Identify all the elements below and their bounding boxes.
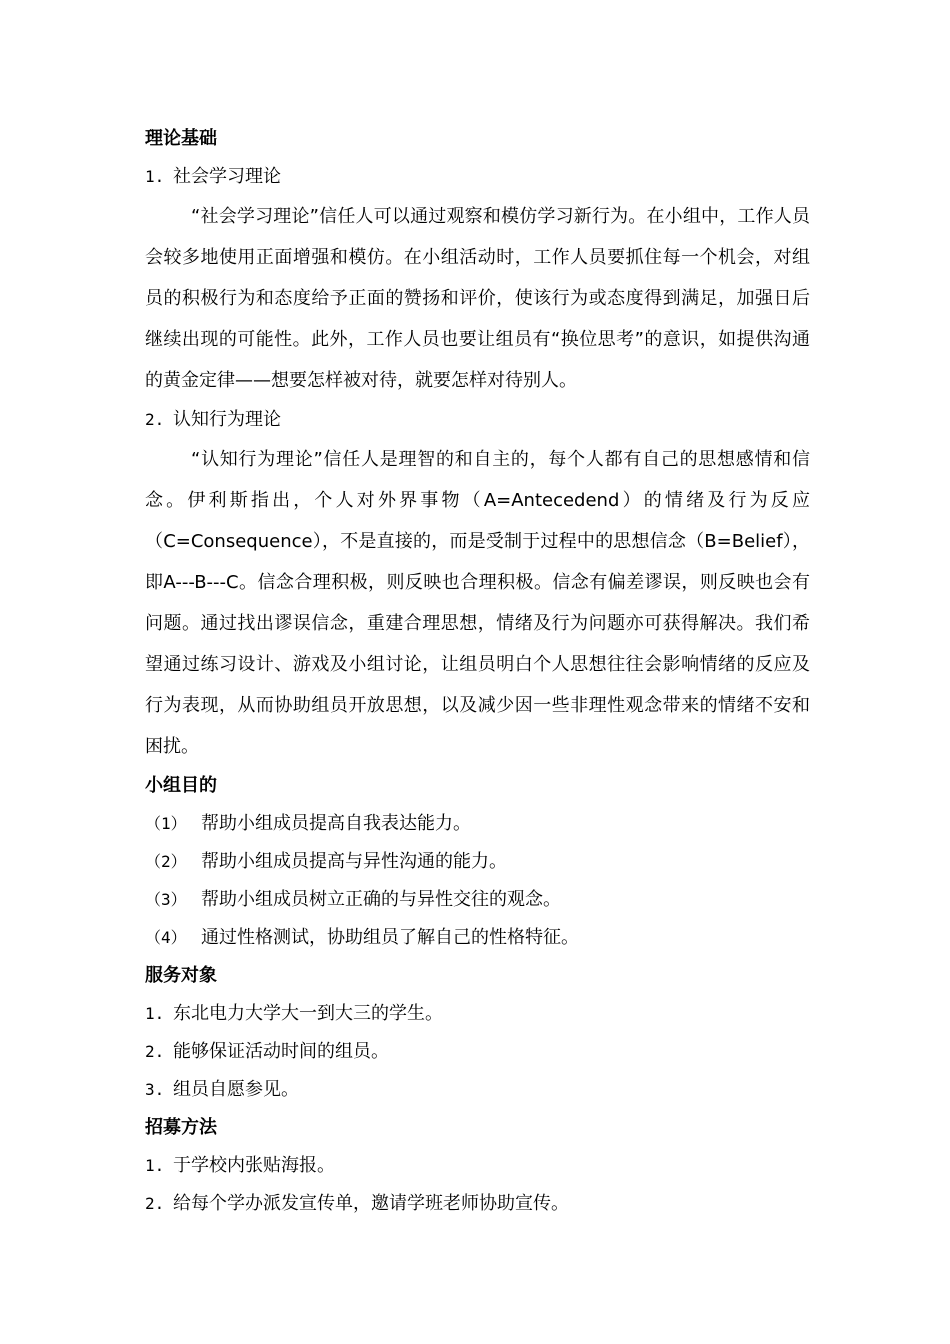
item-number: （3） xyxy=(145,890,187,909)
paragraph-cognitive-behavior: “认知行为理论”信任人是理智的和自主的，每个人都有自己的思想感情和信念。伊利斯指出，个人对外界事物（A=Antecedend）的情绪及行为反应（C=Consequence），不是直接的，而是受制于过程中的思想信念（B=Belief），即A---B---C。信念合理积极，则反映也合理积极。信念有偏差谬误，则反映也会有问题。通过找出谬误信念，重建合理思想，情绪及行为问题亦可获得解决。我们希望通过练习设计、游戏及小组讨论，让组员明白个人思想往往会影响情绪的反应及行为表现，从而协助组员开放思想，以及减少因一些非理性观念带来的情绪不安和困扰。 xyxy=(145,449,810,757)
section-title-recruit: 招募方法 xyxy=(145,1117,217,1138)
item-text: 给每个学办派发宣传单，邀请学班老师协助宣传。 xyxy=(173,1193,569,1214)
list-item xyxy=(145,1071,810,1109)
item-text: 帮助小组成员提高与异性沟通的能力。 xyxy=(201,851,507,872)
theory-item-2 xyxy=(145,401,810,439)
item-number: 3. xyxy=(145,1080,165,1099)
list-item xyxy=(145,881,810,919)
section-title-goals: 小组目的 xyxy=(145,775,217,796)
item-number: 2. xyxy=(145,1194,165,1213)
item-number: 1. xyxy=(145,1156,165,1175)
item-label: 认知行为理论 xyxy=(173,409,281,430)
list-item xyxy=(145,805,810,843)
list-item xyxy=(145,1147,810,1185)
item-text: 通过性格测试，协助组员了解自己的性格特征。 xyxy=(201,927,579,948)
item-number: 2. xyxy=(145,410,165,429)
item-text: 东北电力大学大一到大三的学生。 xyxy=(173,1003,443,1024)
item-text: 能够保证活动时间的组员。 xyxy=(173,1041,389,1062)
section-title-theory: 理论基础 xyxy=(145,128,217,149)
item-label: 社会学习理论 xyxy=(173,166,281,187)
list-item xyxy=(145,995,810,1033)
list-item xyxy=(145,1033,810,1071)
item-text: 帮助小组成员树立正确的与异性交往的观念。 xyxy=(201,889,561,910)
item-number: （2） xyxy=(145,852,187,871)
item-text: 帮助小组成员提高自我表达能力。 xyxy=(201,813,471,834)
item-number: 1. xyxy=(145,167,165,186)
paragraph-social-learning: “社会学习理论”信任人可以通过观察和模仿学习新行为。在小组中，工作人员会较多地使用正面增强和模仿。在小组活动时，工作人员要抓住每一个机会，对组员的积极行为和态度给予正面的赞扬和评价，使该行为或态度得到满足，加强日后继续出现的可能性。此外，工作人员也要让组员有“换位思考”的意识，如提供沟通的黄金定律——想要怎样被对待，就要怎样对待别人。 xyxy=(145,206,810,391)
item-number: （1） xyxy=(145,814,187,833)
list-item xyxy=(145,1185,810,1223)
item-number: 1. xyxy=(145,1004,165,1023)
list-item xyxy=(145,843,810,881)
document-body xyxy=(145,120,810,1223)
list-item xyxy=(145,919,810,957)
section-title-targets: 服务对象 xyxy=(145,965,217,986)
item-text: 于学校内张贴海报。 xyxy=(173,1155,335,1176)
item-number: （4） xyxy=(145,928,187,947)
item-number: 2. xyxy=(145,1042,165,1061)
theory-item-1 xyxy=(145,158,810,196)
item-text: 组员自愿参见。 xyxy=(173,1079,299,1100)
